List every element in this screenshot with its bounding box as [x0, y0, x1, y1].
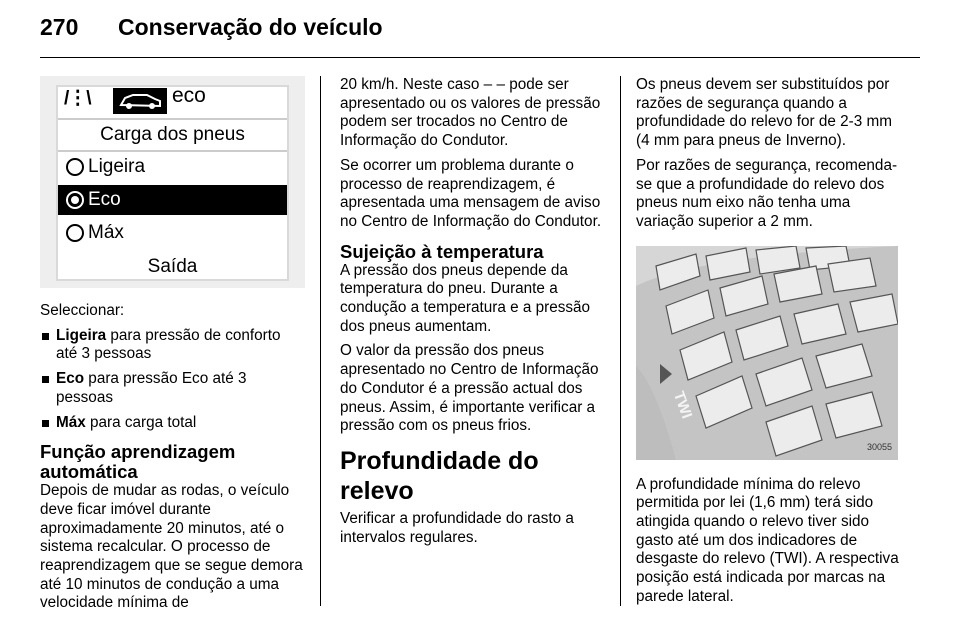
info-display-screen — [56, 85, 289, 281]
select-intro: Seleccionar: — [40, 302, 125, 319]
bullet-item — [40, 414, 305, 433]
tyre-tread-illustration — [636, 246, 898, 460]
bullet-item — [40, 370, 305, 407]
column-right — [636, 76, 904, 613]
display-illustration — [40, 76, 305, 288]
bullet-icon — [42, 376, 49, 383]
column-left — [40, 76, 305, 619]
safety-text: Por razões de segurança, recomenda-se que a profundidade do relevo dos pneus num eixo não tenha uma variação superior a 2 mm. — [636, 156, 898, 230]
bullet-icon — [42, 333, 49, 340]
display-title: Carga dos pneus — [58, 118, 287, 152]
figure-number: 30055 — [866, 441, 892, 452]
radio-selected-icon — [66, 191, 84, 209]
chapter-title: Conservação do veículo — [118, 14, 383, 40]
bullet-text: para pressão Eco até 3 pessoas — [56, 370, 247, 406]
option-label: Máx — [88, 222, 124, 243]
tyre-tread-image — [636, 246, 898, 460]
temperature-text-2: O valor da pressão dos pneus apresentado no Centro de Informação do Condutor é a pressão actual dos pneus. Assim, é importante verificar a pressão com os pneus frios. — [340, 342, 599, 435]
option-max[interactable] — [58, 218, 287, 248]
column-divider — [320, 76, 321, 606]
page-header — [40, 14, 920, 54]
bullet-item — [40, 327, 305, 364]
section-heading-auto-learning: Função aprendizagem automática — [40, 441, 236, 483]
temperature-text-1: A pressão dos pneus depende da temperatura do pneu. Durante a condução a temperatura e a pressão dos pneus aumentam. — [340, 261, 591, 335]
lane-marking-icon: /⋮\ — [64, 88, 91, 109]
auto-learning-text: Depois de mudar as rodas, o veículo deve ficar imóvel durante aproximadamente 20 minutos, até o sistema recalcular. O processo de reaprendizagem que se segue demora até 10 minutos de condução a uma velocidade mínima de — [40, 482, 303, 612]
replace-text: Os pneus devem ser substituídos por razões de segurança quando a profundidade do relevo for de 2-3 mm (4 mm para pneus de Inverno). — [636, 76, 892, 150]
min-depth-text: A profundidade mínima do relevo permitida por lei (1,6 mm) terá sido atingida quando o relevo tiver sido gasto até um dos indicadores de desgaste do relevo (TWI). A respectiva posição está indicada por marcas na parede lateral. — [636, 475, 899, 605]
continued-text: 20 km/h. Neste caso – – pode ser apresentado ou os valores de pressão podem ser trocados no Centro de Informação do Condutor. — [340, 76, 601, 150]
car-icon — [113, 88, 167, 114]
bullet-term: Ligeira — [56, 326, 107, 344]
eco-mode-label: eco — [172, 84, 206, 107]
status-bar — [58, 84, 287, 117]
bullet-term: Máx — [56, 413, 86, 431]
option-light[interactable] — [58, 152, 287, 182]
option-label: Ligeira — [88, 156, 146, 177]
problem-text: Se ocorrer um problema durante o processo de reaprendizagem, é apresentada uma mensagem de aviso no Centro de Informação do Condutor. — [340, 156, 602, 230]
bullet-icon — [42, 420, 49, 427]
option-eco-selected[interactable] — [58, 185, 287, 215]
bullet-text: para carga total — [85, 413, 197, 431]
column-middle — [340, 76, 605, 553]
twi-marking: TWI — [669, 388, 696, 421]
section-heading-tread-depth: Profundidade do relevo — [340, 446, 539, 505]
radio-icon — [66, 158, 84, 176]
option-label: Eco — [88, 189, 121, 210]
tread-depth-text: Verificar a profundidade do rasto a intervalos regulares. — [340, 509, 574, 546]
radio-icon — [66, 224, 84, 242]
column-divider — [620, 76, 621, 606]
bullet-text: para pressão de conforto até 3 pessoas — [56, 326, 281, 363]
option-exit[interactable]: Saída — [147, 256, 198, 277]
page-number: 270 — [40, 14, 79, 40]
header-divider — [40, 57, 920, 58]
section-heading-temperature: Sujeição à temperatura — [340, 240, 544, 262]
bullet-term: Eco — [56, 370, 85, 388]
